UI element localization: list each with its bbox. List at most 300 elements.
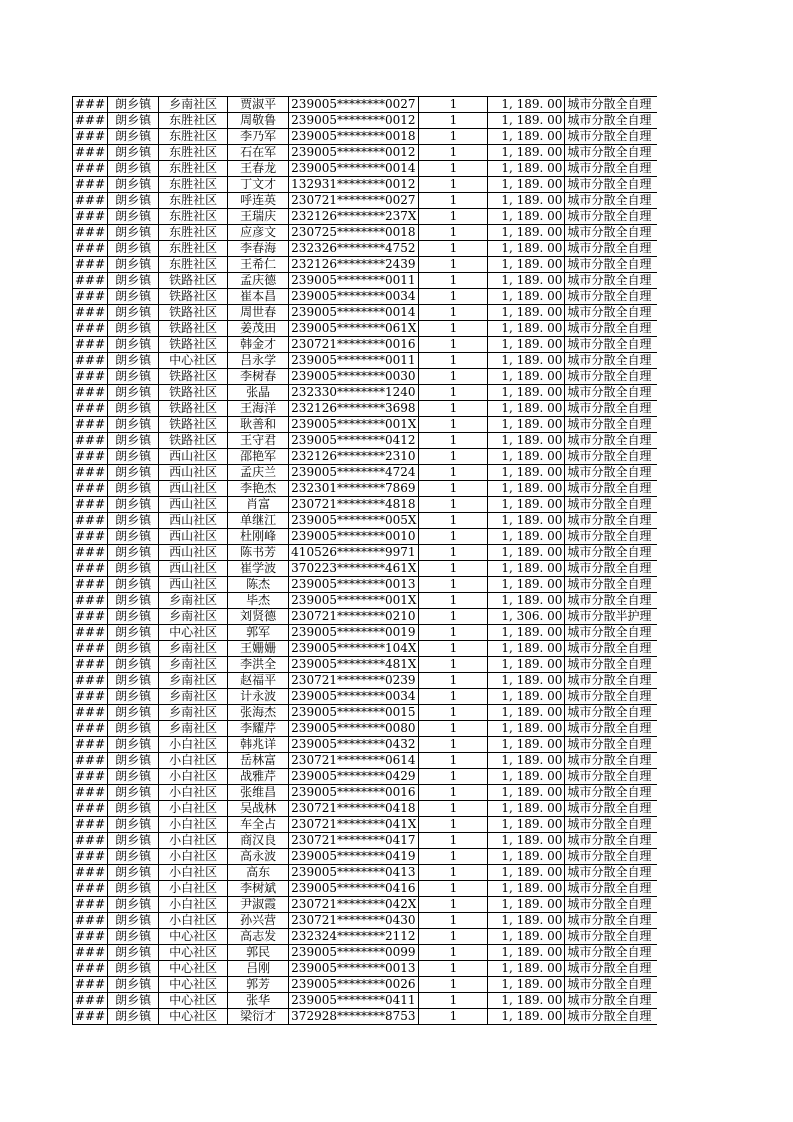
- table-row: [73, 657, 658, 673]
- town-cell: 朗乡镇: [108, 465, 159, 481]
- count-cell: 1: [419, 721, 488, 737]
- amount-cell: 1, 189. 00: [488, 561, 565, 577]
- id-number-cell: 372928********8753: [289, 1009, 419, 1025]
- town-cell: 朗乡镇: [108, 513, 159, 529]
- town-cell: 朗乡镇: [108, 929, 159, 945]
- category-cell: 城市分散全自理: [565, 481, 658, 497]
- category-cell: 城市分散全自理: [565, 385, 658, 401]
- id-number-cell: 239005********0018: [289, 129, 419, 145]
- name-cell: 周世春: [228, 305, 289, 321]
- category-cell: 城市分散全自理: [565, 769, 658, 785]
- table-row: [73, 369, 658, 385]
- community-cell: 东胜社区: [159, 145, 228, 161]
- category-cell: 城市分散全自理: [565, 225, 658, 241]
- category-cell: 城市分散全自理: [565, 673, 658, 689]
- community-cell: 西山社区: [159, 545, 228, 561]
- name-cell: 邵艳军: [228, 449, 289, 465]
- id-number-cell: 239005********0013: [289, 577, 419, 593]
- table-row: [73, 577, 658, 593]
- table-row: [73, 481, 658, 497]
- row-number-cell: ###: [73, 753, 108, 769]
- row-number-cell: ###: [73, 401, 108, 417]
- town-cell: 朗乡镇: [108, 177, 159, 193]
- category-cell: 城市分散全自理: [565, 593, 658, 609]
- category-cell: 城市分散全自理: [565, 721, 658, 737]
- count-cell: 1: [419, 289, 488, 305]
- category-cell: 城市分散全自理: [565, 529, 658, 545]
- id-number-cell: 239005********4724: [289, 465, 419, 481]
- community-cell: 中心社区: [159, 625, 228, 641]
- town-cell: 朗乡镇: [108, 353, 159, 369]
- id-number-cell: 239005********0019: [289, 625, 419, 641]
- name-cell: 肖富: [228, 497, 289, 513]
- name-cell: 王希仁: [228, 257, 289, 273]
- category-cell: 城市分散全自理: [565, 97, 658, 113]
- town-cell: 朗乡镇: [108, 161, 159, 177]
- town-cell: 朗乡镇: [108, 561, 159, 577]
- amount-cell: 1, 189. 00: [488, 833, 565, 849]
- row-number-cell: ###: [73, 913, 108, 929]
- category-cell: 城市分散半护理: [565, 609, 658, 625]
- table-row: [73, 449, 658, 465]
- name-cell: 商汉良: [228, 833, 289, 849]
- id-number-cell: 230721********0027: [289, 193, 419, 209]
- category-cell: 城市分散全自理: [565, 753, 658, 769]
- name-cell: 王瑞庆: [228, 209, 289, 225]
- id-number-cell: 230721********4818: [289, 497, 419, 513]
- town-cell: 朗乡镇: [108, 833, 159, 849]
- town-cell: 朗乡镇: [108, 257, 159, 273]
- row-number-cell: ###: [73, 337, 108, 353]
- amount-cell: 1, 189. 00: [488, 753, 565, 769]
- category-cell: 城市分散全自理: [565, 145, 658, 161]
- town-cell: 朗乡镇: [108, 593, 159, 609]
- name-cell: 姜茂田: [228, 321, 289, 337]
- table-row: [73, 865, 658, 881]
- community-cell: 小白社区: [159, 801, 228, 817]
- amount-cell: 1, 189. 00: [488, 417, 565, 433]
- town-cell: 朗乡镇: [108, 977, 159, 993]
- community-cell: 小白社区: [159, 849, 228, 865]
- count-cell: 1: [419, 129, 488, 145]
- amount-cell: 1, 189. 00: [488, 97, 565, 113]
- table-row: [73, 257, 658, 273]
- row-number-cell: ###: [73, 417, 108, 433]
- count-cell: 1: [419, 577, 488, 593]
- id-number-cell: 239005********0411: [289, 993, 419, 1009]
- community-cell: 乡南社区: [159, 593, 228, 609]
- community-cell: 西山社区: [159, 465, 228, 481]
- town-cell: 朗乡镇: [108, 817, 159, 833]
- table-row: [73, 625, 658, 641]
- id-number-cell: 239005********005X: [289, 513, 419, 529]
- row-number-cell: ###: [73, 561, 108, 577]
- category-cell: 城市分散全自理: [565, 737, 658, 753]
- category-cell: 城市分散全自理: [565, 129, 658, 145]
- id-number-cell: 239005********104X: [289, 641, 419, 657]
- community-cell: 小白社区: [159, 833, 228, 849]
- town-cell: 朗乡镇: [108, 753, 159, 769]
- table-row: [73, 769, 658, 785]
- amount-cell: 1, 189. 00: [488, 529, 565, 545]
- count-cell: 1: [419, 257, 488, 273]
- name-cell: 李树春: [228, 369, 289, 385]
- community-cell: 乡南社区: [159, 673, 228, 689]
- town-cell: 朗乡镇: [108, 449, 159, 465]
- community-cell: 西山社区: [159, 577, 228, 593]
- category-cell: 城市分散全自理: [565, 1009, 658, 1025]
- id-number-cell: 239005********0432: [289, 737, 419, 753]
- community-cell: 东胜社区: [159, 177, 228, 193]
- table-row: [73, 897, 658, 913]
- name-cell: 王春龙: [228, 161, 289, 177]
- name-cell: 韩兆详: [228, 737, 289, 753]
- amount-cell: 1, 189. 00: [488, 369, 565, 385]
- count-cell: 1: [419, 657, 488, 673]
- category-cell: 城市分散全自理: [565, 833, 658, 849]
- town-cell: 朗乡镇: [108, 961, 159, 977]
- community-cell: 西山社区: [159, 449, 228, 465]
- id-number-cell: 239005********0419: [289, 849, 419, 865]
- count-cell: 1: [419, 273, 488, 289]
- community-cell: 铁路社区: [159, 273, 228, 289]
- amount-cell: 1, 189. 00: [488, 241, 565, 257]
- row-number-cell: ###: [73, 449, 108, 465]
- id-number-cell: 239005********481X: [289, 657, 419, 673]
- town-cell: 朗乡镇: [108, 129, 159, 145]
- row-number-cell: ###: [73, 225, 108, 241]
- town-cell: 朗乡镇: [108, 289, 159, 305]
- category-cell: 城市分散全自理: [565, 353, 658, 369]
- amount-cell: 1, 189. 00: [488, 481, 565, 497]
- category-cell: 城市分散全自理: [565, 881, 658, 897]
- community-cell: 铁路社区: [159, 385, 228, 401]
- category-cell: 城市分散全自理: [565, 417, 658, 433]
- amount-cell: 1, 189. 00: [488, 785, 565, 801]
- name-cell: 王海洋: [228, 401, 289, 417]
- table-row: [73, 785, 658, 801]
- amount-cell: 1, 189. 00: [488, 449, 565, 465]
- id-number-cell: 239005********001X: [289, 593, 419, 609]
- table-row: [73, 817, 658, 833]
- category-cell: 城市分散全自理: [565, 897, 658, 913]
- community-cell: 小白社区: [159, 897, 228, 913]
- community-cell: 小白社区: [159, 913, 228, 929]
- name-cell: 崔本昌: [228, 289, 289, 305]
- id-number-cell: 232126********2439: [289, 257, 419, 273]
- count-cell: 1: [419, 593, 488, 609]
- name-cell: 李耀芹: [228, 721, 289, 737]
- name-cell: 吕刚: [228, 961, 289, 977]
- category-cell: 城市分散全自理: [565, 497, 658, 513]
- row-number-cell: ###: [73, 161, 108, 177]
- amount-cell: 1, 189. 00: [488, 273, 565, 289]
- amount-cell: 1, 189. 00: [488, 225, 565, 241]
- table-row: [73, 929, 658, 945]
- row-number-cell: ###: [73, 993, 108, 1009]
- id-number-cell: 230721********041X: [289, 817, 419, 833]
- table-row: [73, 753, 658, 769]
- community-cell: 东胜社区: [159, 193, 228, 209]
- community-cell: 东胜社区: [159, 161, 228, 177]
- community-cell: 中心社区: [159, 977, 228, 993]
- id-number-cell: 232326********4752: [289, 241, 419, 257]
- community-cell: 东胜社区: [159, 225, 228, 241]
- id-number-cell: 230725********0018: [289, 225, 419, 241]
- count-cell: 1: [419, 961, 488, 977]
- row-number-cell: ###: [73, 273, 108, 289]
- id-number-cell: 239005********001X: [289, 417, 419, 433]
- community-cell: 铁路社区: [159, 401, 228, 417]
- category-cell: 城市分散全自理: [565, 577, 658, 593]
- name-cell: 计永波: [228, 689, 289, 705]
- name-cell: 张晶: [228, 385, 289, 401]
- table-row: [73, 161, 658, 177]
- row-number-cell: ###: [73, 497, 108, 513]
- count-cell: 1: [419, 337, 488, 353]
- amount-cell: 1, 189. 00: [488, 945, 565, 961]
- amount-cell: 1, 189. 00: [488, 657, 565, 673]
- id-number-cell: 230721********0239: [289, 673, 419, 689]
- community-cell: 乡南社区: [159, 657, 228, 673]
- category-cell: 城市分散全自理: [565, 993, 658, 1009]
- count-cell: 1: [419, 417, 488, 433]
- count-cell: 1: [419, 1009, 488, 1025]
- amount-cell: 1, 189. 00: [488, 465, 565, 481]
- table-row: [73, 881, 658, 897]
- count-cell: 1: [419, 737, 488, 753]
- community-cell: 东胜社区: [159, 257, 228, 273]
- category-cell: 城市分散全自理: [565, 273, 658, 289]
- id-number-cell: 232126********237X: [289, 209, 419, 225]
- community-cell: 中心社区: [159, 1009, 228, 1025]
- category-cell: 城市分散全自理: [565, 401, 658, 417]
- community-cell: 中心社区: [159, 993, 228, 1009]
- town-cell: 朗乡镇: [108, 913, 159, 929]
- town-cell: 朗乡镇: [108, 417, 159, 433]
- town-cell: 朗乡镇: [108, 321, 159, 337]
- table-row: [73, 1009, 658, 1025]
- name-cell: 王姗姗: [228, 641, 289, 657]
- table-row: [73, 945, 658, 961]
- town-cell: 朗乡镇: [108, 385, 159, 401]
- id-number-cell: 239005********0014: [289, 161, 419, 177]
- name-cell: 韩金才: [228, 337, 289, 353]
- amount-cell: 1, 189. 00: [488, 977, 565, 993]
- row-number-cell: ###: [73, 481, 108, 497]
- community-cell: 小白社区: [159, 737, 228, 753]
- row-number-cell: ###: [73, 929, 108, 945]
- id-number-cell: 239005********0099: [289, 945, 419, 961]
- id-number-cell: 239005********0429: [289, 769, 419, 785]
- amount-cell: 1, 189. 00: [488, 625, 565, 641]
- name-cell: 车全占: [228, 817, 289, 833]
- count-cell: 1: [419, 481, 488, 497]
- table-row: [73, 385, 658, 401]
- id-number-cell: 230721********0016: [289, 337, 419, 353]
- category-cell: 城市分散全自理: [565, 177, 658, 193]
- table-row: [73, 401, 658, 417]
- community-cell: 铁路社区: [159, 337, 228, 353]
- id-number-cell: 239005********0034: [289, 689, 419, 705]
- category-cell: 城市分散全自理: [565, 241, 658, 257]
- count-cell: 1: [419, 865, 488, 881]
- count-cell: 1: [419, 625, 488, 641]
- category-cell: 城市分散全自理: [565, 209, 658, 225]
- category-cell: 城市分散全自理: [565, 305, 658, 321]
- category-cell: 城市分散全自理: [565, 337, 658, 353]
- community-cell: 乡南社区: [159, 705, 228, 721]
- count-cell: 1: [419, 913, 488, 929]
- id-number-cell: 239005********0412: [289, 433, 419, 449]
- table-body: [73, 97, 658, 1025]
- row-number-cell: ###: [73, 641, 108, 657]
- data-table: [72, 96, 657, 1025]
- table-row: [73, 321, 658, 337]
- count-cell: 1: [419, 881, 488, 897]
- row-number-cell: ###: [73, 465, 108, 481]
- amount-cell: 1, 189. 00: [488, 961, 565, 977]
- count-cell: 1: [419, 945, 488, 961]
- community-cell: 小白社区: [159, 881, 228, 897]
- community-cell: 东胜社区: [159, 129, 228, 145]
- category-cell: 城市分散全自理: [565, 705, 658, 721]
- id-number-cell: 232301********7869: [289, 481, 419, 497]
- amount-cell: 1, 189. 00: [488, 113, 565, 129]
- amount-cell: 1, 189. 00: [488, 705, 565, 721]
- town-cell: 朗乡镇: [108, 625, 159, 641]
- community-cell: 小白社区: [159, 865, 228, 881]
- category-cell: 城市分散全自理: [565, 865, 658, 881]
- table-row: [73, 465, 658, 481]
- name-cell: 李洪全: [228, 657, 289, 673]
- table-row: [73, 113, 658, 129]
- table-row: [73, 705, 658, 721]
- row-number-cell: ###: [73, 433, 108, 449]
- name-cell: 梁衍才: [228, 1009, 289, 1025]
- amount-cell: 1, 189. 00: [488, 305, 565, 321]
- count-cell: 1: [419, 977, 488, 993]
- row-number-cell: ###: [73, 945, 108, 961]
- town-cell: 朗乡镇: [108, 481, 159, 497]
- category-cell: 城市分散全自理: [565, 113, 658, 129]
- count-cell: 1: [419, 929, 488, 945]
- count-cell: 1: [419, 209, 488, 225]
- amount-cell: 1, 189. 00: [488, 849, 565, 865]
- id-number-cell: 370223********461X: [289, 561, 419, 577]
- table-row: [73, 529, 658, 545]
- town-cell: 朗乡镇: [108, 1009, 159, 1025]
- amount-cell: 1, 189. 00: [488, 513, 565, 529]
- town-cell: 朗乡镇: [108, 993, 159, 1009]
- row-number-cell: ###: [73, 833, 108, 849]
- id-number-cell: 239005********0011: [289, 273, 419, 289]
- category-cell: 城市分散全自理: [565, 785, 658, 801]
- category-cell: 城市分散全自理: [565, 641, 658, 657]
- count-cell: 1: [419, 305, 488, 321]
- category-cell: 城市分散全自理: [565, 657, 658, 673]
- community-cell: 乡南社区: [159, 609, 228, 625]
- table-row: [73, 289, 658, 305]
- table-row: [73, 497, 658, 513]
- category-cell: 城市分散全自理: [565, 945, 658, 961]
- amount-cell: 1, 189. 00: [488, 129, 565, 145]
- amount-cell: 1, 189. 00: [488, 161, 565, 177]
- category-cell: 城市分散全自理: [565, 193, 658, 209]
- name-cell: 张海杰: [228, 705, 289, 721]
- count-cell: 1: [419, 785, 488, 801]
- town-cell: 朗乡镇: [108, 945, 159, 961]
- category-cell: 城市分散全自理: [565, 913, 658, 929]
- town-cell: 朗乡镇: [108, 145, 159, 161]
- row-number-cell: ###: [73, 801, 108, 817]
- count-cell: 1: [419, 769, 488, 785]
- name-cell: 丁文才: [228, 177, 289, 193]
- table-row: [73, 209, 658, 225]
- id-number-cell: 230721********0614: [289, 753, 419, 769]
- row-number-cell: ###: [73, 673, 108, 689]
- name-cell: 耿善和: [228, 417, 289, 433]
- category-cell: 城市分散全自理: [565, 465, 658, 481]
- name-cell: 单继江: [228, 513, 289, 529]
- name-cell: 毕杰: [228, 593, 289, 609]
- town-cell: 朗乡镇: [108, 497, 159, 513]
- row-number-cell: ###: [73, 177, 108, 193]
- table-row: [73, 305, 658, 321]
- amount-cell: 1, 189. 00: [488, 193, 565, 209]
- amount-cell: 1, 189. 00: [488, 641, 565, 657]
- name-cell: 陈杰: [228, 577, 289, 593]
- row-number-cell: ###: [73, 785, 108, 801]
- row-number-cell: ###: [73, 545, 108, 561]
- amount-cell: 1, 189. 00: [488, 385, 565, 401]
- category-cell: 城市分散全自理: [565, 977, 658, 993]
- community-cell: 西山社区: [159, 513, 228, 529]
- row-number-cell: ###: [73, 705, 108, 721]
- community-cell: 铁路社区: [159, 417, 228, 433]
- id-number-cell: 239005********0416: [289, 881, 419, 897]
- count-cell: 1: [419, 753, 488, 769]
- name-cell: 张维昌: [228, 785, 289, 801]
- id-number-cell: 239005********0413: [289, 865, 419, 881]
- id-number-cell: 239005********0013: [289, 961, 419, 977]
- row-number-cell: ###: [73, 609, 108, 625]
- community-cell: 小白社区: [159, 785, 228, 801]
- community-cell: 小白社区: [159, 817, 228, 833]
- community-cell: 铁路社区: [159, 305, 228, 321]
- category-cell: 城市分散全自理: [565, 817, 658, 833]
- row-number-cell: ###: [73, 385, 108, 401]
- id-number-cell: 239005********0014: [289, 305, 419, 321]
- id-number-cell: 239005********0010: [289, 529, 419, 545]
- table-row: [73, 961, 658, 977]
- amount-cell: 1, 189. 00: [488, 913, 565, 929]
- count-cell: 1: [419, 897, 488, 913]
- town-cell: 朗乡镇: [108, 225, 159, 241]
- category-cell: 城市分散全自理: [565, 961, 658, 977]
- row-number-cell: ###: [73, 577, 108, 593]
- community-cell: 东胜社区: [159, 113, 228, 129]
- name-cell: 吴战林: [228, 801, 289, 817]
- count-cell: 1: [419, 113, 488, 129]
- table-row: [73, 561, 658, 577]
- category-cell: 城市分散全自理: [565, 369, 658, 385]
- row-number-cell: ###: [73, 657, 108, 673]
- row-number-cell: ###: [73, 321, 108, 337]
- town-cell: 朗乡镇: [108, 897, 159, 913]
- row-number-cell: ###: [73, 977, 108, 993]
- name-cell: 战雅芹: [228, 769, 289, 785]
